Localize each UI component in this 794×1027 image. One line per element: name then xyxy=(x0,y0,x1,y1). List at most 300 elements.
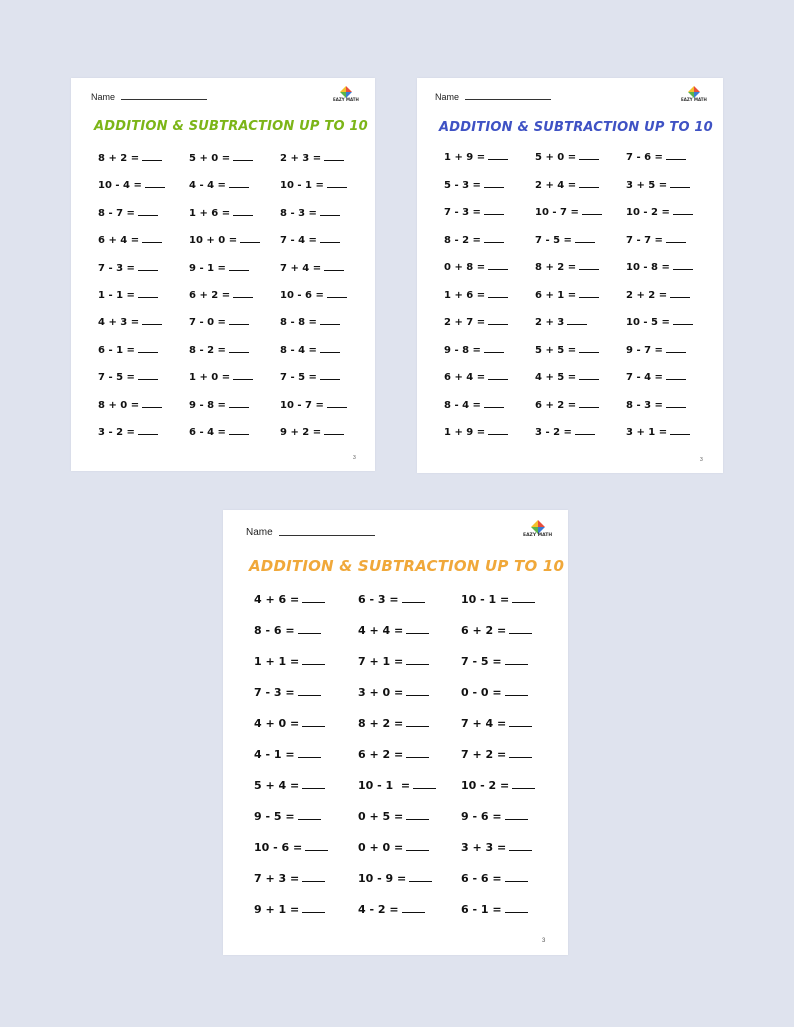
answer-blank[interactable] xyxy=(320,324,340,325)
math-problem xyxy=(444,152,535,180)
worksheet-page-3 xyxy=(223,510,568,955)
math-problem xyxy=(280,235,360,262)
answer-blank[interactable] xyxy=(302,788,325,789)
math-problem xyxy=(254,686,358,717)
math-problem xyxy=(444,427,535,455)
math-problem xyxy=(444,345,535,373)
math-problem xyxy=(626,152,706,180)
math-problem xyxy=(461,903,551,934)
problem-equation: 6 - 1 = xyxy=(461,903,502,916)
answer-blank[interactable] xyxy=(327,297,347,298)
problem-equation: 4 + 5 = xyxy=(535,372,577,383)
problem-equation: 7 + 3 = xyxy=(254,872,300,885)
answer-blank[interactable] xyxy=(670,297,690,298)
answer-blank[interactable] xyxy=(579,407,599,408)
answer-blank[interactable] xyxy=(138,215,158,216)
answer-blank[interactable] xyxy=(324,434,344,435)
problem-equation: 7 - 5 = xyxy=(535,234,572,246)
problem-equation: 10 - 1 = xyxy=(280,180,324,192)
answer-blank[interactable] xyxy=(673,214,693,215)
answer-blank[interactable] xyxy=(505,695,528,696)
answer-blank[interactable] xyxy=(138,352,158,353)
answer-blank[interactable] xyxy=(320,352,340,353)
problem-equation: 2 + 3 = xyxy=(280,153,322,164)
math-problem xyxy=(626,235,706,263)
math-problem xyxy=(626,427,706,455)
problem-equation: 3 + 1 = xyxy=(626,427,668,438)
math-problem xyxy=(358,779,461,810)
answer-blank[interactable] xyxy=(406,850,429,851)
math-problem xyxy=(461,686,551,717)
math-problem xyxy=(626,400,706,428)
problem-equation: 10 - 6 = xyxy=(280,289,324,301)
problem-equation: 10 - 1 = xyxy=(358,779,411,792)
answer-blank[interactable] xyxy=(305,850,328,851)
math-problem xyxy=(280,153,360,180)
answer-blank[interactable] xyxy=(298,695,321,696)
math-problem xyxy=(535,262,626,290)
math-problem xyxy=(535,372,626,400)
answer-blank[interactable] xyxy=(229,352,249,353)
problem-equation: 8 - 2 = xyxy=(444,234,481,246)
problem-equation: 6 + 1 = xyxy=(535,289,577,301)
problem-equation: 7 - 0 = xyxy=(189,317,226,329)
problem-equation: 8 + 0 = xyxy=(98,399,140,411)
answer-blank[interactable] xyxy=(575,434,595,435)
answer-blank[interactable] xyxy=(579,297,599,298)
name-field xyxy=(246,527,375,538)
answer-blank[interactable] xyxy=(666,352,686,353)
problem-equation: 10 - 7 = xyxy=(280,399,324,411)
answer-blank[interactable] xyxy=(567,324,587,325)
math-problem xyxy=(358,841,461,872)
math-problem xyxy=(535,207,626,235)
problem-equation: 5 - 3 = xyxy=(444,179,481,191)
problem-equation: 6 - 1 = xyxy=(98,344,135,356)
math-problem xyxy=(254,748,358,779)
math-problem xyxy=(461,655,551,686)
answer-blank[interactable] xyxy=(327,187,347,188)
problem-equation: 10 - 4 = xyxy=(98,180,142,192)
problem-equation: 8 - 8 = xyxy=(280,317,317,329)
answer-blank[interactable] xyxy=(579,187,599,188)
problem-equation: 4 + 0 = xyxy=(254,717,300,730)
problem-equation: 8 - 2 = xyxy=(189,344,226,356)
problem-equation: 2 + 7 = xyxy=(444,317,486,328)
math-problem xyxy=(98,345,189,372)
name-label: Name xyxy=(91,92,116,102)
math-problem xyxy=(444,262,535,290)
name-blank-line xyxy=(465,98,551,100)
answer-blank[interactable] xyxy=(406,819,429,820)
math-problem xyxy=(444,290,535,318)
problem-equation: 6 - 4 = xyxy=(189,426,226,438)
worksheet-page-2 xyxy=(417,78,723,473)
math-problem xyxy=(254,779,358,810)
math-problem xyxy=(358,717,461,748)
math-problem xyxy=(254,593,358,624)
math-problem xyxy=(98,208,189,235)
answer-blank[interactable] xyxy=(233,297,253,298)
answer-blank[interactable] xyxy=(142,160,162,161)
answer-blank[interactable] xyxy=(142,407,162,408)
math-problem xyxy=(189,208,280,235)
answer-blank[interactable] xyxy=(505,819,528,820)
problem-grid xyxy=(444,152,706,455)
answer-blank[interactable] xyxy=(488,297,508,298)
worksheet-title: ADDITION & SUBTRACTION UP TO 10 xyxy=(249,557,565,575)
answer-blank[interactable] xyxy=(406,757,429,758)
math-problem xyxy=(98,427,189,454)
math-problem xyxy=(189,235,280,262)
answer-blank[interactable] xyxy=(302,912,325,913)
problem-equation: 9 - 8 = xyxy=(444,344,481,356)
math-problem xyxy=(98,263,189,290)
math-problem xyxy=(461,748,551,779)
math-problem xyxy=(461,717,551,748)
math-problem xyxy=(358,903,461,934)
problem-equation: 2 + 3 xyxy=(535,317,565,328)
problem-equation: 10 - 2 = xyxy=(461,779,510,792)
math-problem xyxy=(461,872,551,903)
answer-blank[interactable] xyxy=(298,757,321,758)
answer-blank[interactable] xyxy=(670,434,690,435)
math-problem xyxy=(98,180,189,207)
problem-equation: 1 + 1 = xyxy=(254,655,300,668)
problem-equation: 8 - 4 = xyxy=(444,399,481,411)
problem-equation: 6 + 2 = xyxy=(358,748,404,761)
answer-blank[interactable] xyxy=(320,379,340,380)
answer-blank[interactable] xyxy=(488,379,508,380)
math-problem xyxy=(535,400,626,428)
answer-blank[interactable] xyxy=(579,352,599,353)
answer-blank[interactable] xyxy=(229,270,249,271)
name-blank-line xyxy=(279,534,375,536)
answer-blank[interactable] xyxy=(488,269,508,270)
math-problem xyxy=(444,235,535,263)
math-problem xyxy=(461,624,551,655)
answer-blank[interactable] xyxy=(488,324,508,325)
answer-blank[interactable] xyxy=(673,269,693,270)
problem-equation: 1 + 9 = xyxy=(444,427,486,438)
answer-blank[interactable] xyxy=(673,324,693,325)
problem-equation: 7 - 3 = xyxy=(254,686,295,699)
math-problem xyxy=(626,345,706,373)
name-label: Name xyxy=(246,527,273,538)
math-problem xyxy=(98,372,189,399)
problem-equation: 6 + 4 = xyxy=(444,372,486,383)
problem-equation: 7 - 3 = xyxy=(98,262,135,274)
problem-equation: 6 + 2 = xyxy=(189,289,231,301)
math-problem xyxy=(98,153,189,180)
math-problem xyxy=(189,427,280,454)
answer-blank[interactable] xyxy=(229,324,249,325)
answer-blank[interactable] xyxy=(302,881,325,882)
answer-blank[interactable] xyxy=(229,434,249,435)
problem-equation: 3 + 5 = xyxy=(626,179,668,191)
math-problem xyxy=(535,345,626,373)
answer-blank[interactable] xyxy=(406,726,429,727)
answer-blank[interactable] xyxy=(302,664,325,665)
math-problem xyxy=(535,180,626,208)
answer-blank[interactable] xyxy=(138,434,158,435)
problem-equation: 7 - 4 = xyxy=(280,235,317,247)
problem-equation: 3 + 3 = xyxy=(461,841,507,854)
math-problem xyxy=(626,207,706,235)
answer-blank[interactable] xyxy=(320,215,340,216)
answer-blank[interactable] xyxy=(138,379,158,380)
math-problem xyxy=(254,841,358,872)
math-problem xyxy=(280,290,360,317)
problem-equation: 9 + 1 = xyxy=(254,903,300,916)
problem-equation: 2 + 4 = xyxy=(535,179,577,191)
answer-blank[interactable] xyxy=(512,788,535,789)
problem-equation: 10 - 7 = xyxy=(535,207,579,218)
answer-blank[interactable] xyxy=(402,912,425,913)
logo-text: EAZY MATH xyxy=(523,533,553,538)
math-problem xyxy=(254,810,358,841)
worksheet-title: ADDITION & SUBTRACTION UP TO 10 xyxy=(439,120,713,135)
answer-blank[interactable] xyxy=(484,242,504,243)
math-problem xyxy=(626,290,706,318)
math-problem xyxy=(280,400,360,427)
answer-blank[interactable] xyxy=(298,819,321,820)
problem-equation: 7 - 5 = xyxy=(461,655,502,668)
problem-equation: 3 - 2 = xyxy=(98,426,135,438)
problem-equation: 0 - 0 = xyxy=(461,686,502,699)
problem-equation: 9 - 1 = xyxy=(189,262,226,274)
math-problem xyxy=(535,290,626,318)
answer-blank[interactable] xyxy=(484,407,504,408)
name-label: Name xyxy=(435,92,460,102)
answer-blank[interactable] xyxy=(406,633,429,634)
answer-blank[interactable] xyxy=(229,187,249,188)
math-problem xyxy=(280,427,360,454)
problem-equation: 9 - 5 = xyxy=(254,810,295,823)
problem-equation: 0 + 8 = xyxy=(444,262,486,273)
answer-blank[interactable] xyxy=(142,324,162,325)
answer-blank[interactable] xyxy=(409,881,432,882)
answer-blank[interactable] xyxy=(488,159,508,160)
math-problem xyxy=(189,400,280,427)
math-problem xyxy=(461,779,551,810)
eazy-math-logo xyxy=(523,520,552,539)
math-problem xyxy=(280,317,360,344)
math-problem xyxy=(535,235,626,263)
problem-equation: 3 - 2 = xyxy=(535,427,572,438)
problem-equation: 1 + 9 = xyxy=(444,152,486,163)
problem-equation: 7 - 4 = xyxy=(626,372,663,383)
math-problem xyxy=(358,686,461,717)
answer-blank[interactable] xyxy=(484,187,504,188)
problem-equation: 7 + 4 = xyxy=(461,717,507,730)
problem-equation: 9 + 2 = xyxy=(280,426,322,438)
answer-blank[interactable] xyxy=(670,187,690,188)
math-problem xyxy=(444,400,535,428)
problem-equation: 8 + 2 = xyxy=(535,262,577,273)
problem-equation: 8 - 7 = xyxy=(98,207,135,219)
problem-equation: 4 - 4 = xyxy=(189,180,226,192)
math-problem xyxy=(254,872,358,903)
problem-equation: 8 - 3 = xyxy=(626,399,663,411)
math-problem xyxy=(535,317,626,345)
answer-blank[interactable] xyxy=(484,214,504,215)
problem-equation: 4 + 3 = xyxy=(98,317,140,329)
answer-blank[interactable] xyxy=(413,788,436,789)
problem-equation: 4 - 1 = xyxy=(254,748,295,761)
answer-blank[interactable] xyxy=(488,434,508,435)
math-problem xyxy=(626,317,706,345)
problem-equation: 10 - 5 = xyxy=(626,317,670,328)
problem-equation: 9 - 6 = xyxy=(461,810,502,823)
math-problem xyxy=(189,180,280,207)
math-problem xyxy=(98,400,189,427)
answer-blank[interactable] xyxy=(406,664,429,665)
eazy-math-logo xyxy=(333,86,359,102)
answer-blank[interactable] xyxy=(145,187,165,188)
answer-blank[interactable] xyxy=(505,664,528,665)
answer-blank[interactable] xyxy=(324,160,344,161)
answer-blank[interactable] xyxy=(138,270,158,271)
problem-equation: 10 - 6 = xyxy=(254,841,303,854)
math-problem xyxy=(189,153,280,180)
page-number: 3 xyxy=(353,455,356,461)
worksheet-title: ADDITION & SUBTRACTION UP TO 10 xyxy=(94,119,368,134)
problem-grid xyxy=(98,153,360,454)
answer-blank[interactable] xyxy=(229,407,249,408)
problem-equation: 3 + 0 = xyxy=(358,686,404,699)
answer-blank[interactable] xyxy=(320,242,340,243)
problem-equation: 7 - 5 = xyxy=(98,372,135,384)
answer-blank[interactable] xyxy=(579,269,599,270)
math-problem xyxy=(358,872,461,903)
problem-equation: 7 - 3 = xyxy=(444,207,481,218)
problem-equation: 6 + 4 = xyxy=(98,235,140,247)
answer-blank[interactable] xyxy=(509,726,532,727)
math-problem xyxy=(280,208,360,235)
problem-equation: 7 - 5 = xyxy=(280,372,317,384)
math-problem xyxy=(444,372,535,400)
problem-equation: 10 + 0 = xyxy=(189,235,238,247)
answer-blank[interactable] xyxy=(233,379,253,380)
answer-blank[interactable] xyxy=(509,850,532,851)
problem-equation: 0 + 0 = xyxy=(358,841,404,854)
answer-blank[interactable] xyxy=(484,352,504,353)
answer-blank[interactable] xyxy=(582,214,602,215)
math-problem xyxy=(626,372,706,400)
answer-blank[interactable] xyxy=(327,407,347,408)
math-problem xyxy=(254,655,358,686)
problem-equation: 9 - 7 = xyxy=(626,344,663,356)
answer-blank[interactable] xyxy=(509,633,532,634)
answer-blank[interactable] xyxy=(579,159,599,160)
math-problem xyxy=(280,345,360,372)
math-problem xyxy=(444,317,535,345)
problem-equation: 1 + 6 = xyxy=(189,207,231,219)
problem-equation: 6 - 6 = xyxy=(461,872,502,885)
answer-blank[interactable] xyxy=(505,912,528,913)
answer-blank[interactable] xyxy=(240,242,260,243)
problem-equation: 5 + 0 = xyxy=(189,153,231,164)
math-problem xyxy=(280,180,360,207)
answer-blank[interactable] xyxy=(138,297,158,298)
problem-equation: 7 + 4 = xyxy=(280,262,322,274)
math-problem xyxy=(254,903,358,934)
problem-equation: 5 + 5 = xyxy=(535,344,577,356)
page-number: 3 xyxy=(700,457,703,463)
answer-blank[interactable] xyxy=(505,881,528,882)
problem-equation: 8 - 4 = xyxy=(280,344,317,356)
problem-equation: 1 + 0 = xyxy=(189,372,231,384)
problem-equation: 8 + 2 = xyxy=(358,717,404,730)
problem-equation: 4 + 4 = xyxy=(358,624,404,637)
answer-blank[interactable] xyxy=(666,407,686,408)
logo-text: EAZY MATH xyxy=(681,97,707,102)
name-blank-line xyxy=(121,98,207,100)
math-problem xyxy=(358,655,461,686)
math-problem xyxy=(535,152,626,180)
math-problem xyxy=(98,290,189,317)
answer-blank[interactable] xyxy=(142,242,162,243)
answer-blank[interactable] xyxy=(302,602,325,603)
math-problem xyxy=(98,317,189,344)
math-problem xyxy=(280,263,360,290)
problem-equation: 6 - 3 = xyxy=(358,593,399,606)
answer-blank[interactable] xyxy=(406,695,429,696)
answer-blank[interactable] xyxy=(324,270,344,271)
math-problem xyxy=(461,810,551,841)
answer-blank[interactable] xyxy=(666,159,686,160)
answer-blank[interactable] xyxy=(579,379,599,380)
answer-blank[interactable] xyxy=(233,160,253,161)
problem-equation: 5 + 0 = xyxy=(535,152,577,163)
logo-text: EAZY MATH xyxy=(333,97,359,102)
answer-blank[interactable] xyxy=(302,726,325,727)
answer-blank[interactable] xyxy=(402,602,425,603)
answer-blank[interactable] xyxy=(233,215,253,216)
math-problem xyxy=(358,593,461,624)
problem-equation: 4 - 2 = xyxy=(358,903,399,916)
problem-equation: 9 - 8 = xyxy=(189,399,226,411)
math-problem xyxy=(189,372,280,399)
name-field xyxy=(435,92,551,102)
math-problem xyxy=(461,841,551,872)
math-problem xyxy=(189,317,280,344)
page-number: 3 xyxy=(542,938,546,944)
worksheet-page-1 xyxy=(71,78,375,471)
answer-blank[interactable] xyxy=(512,602,535,603)
math-problem xyxy=(626,262,706,290)
problem-equation: 10 - 1 = xyxy=(461,593,510,606)
answer-blank[interactable] xyxy=(666,379,686,380)
answer-blank[interactable] xyxy=(298,633,321,634)
answer-blank[interactable] xyxy=(575,242,595,243)
problem-equation: 2 + 2 = xyxy=(626,289,668,301)
answer-blank[interactable] xyxy=(509,757,532,758)
math-problem xyxy=(358,624,461,655)
problem-equation: 0 + 5 = xyxy=(358,810,404,823)
eazy-math-logo xyxy=(681,86,707,102)
problem-equation: 7 + 2 = xyxy=(461,748,507,761)
problem-equation: 8 - 3 = xyxy=(280,207,317,219)
problem-equation: 6 + 2 = xyxy=(535,399,577,411)
diamond-logo-icon xyxy=(531,520,545,534)
math-problem xyxy=(98,235,189,262)
math-problem xyxy=(189,345,280,372)
problem-equation: 1 + 6 = xyxy=(444,289,486,301)
answer-blank[interactable] xyxy=(666,242,686,243)
math-problem xyxy=(254,717,358,748)
